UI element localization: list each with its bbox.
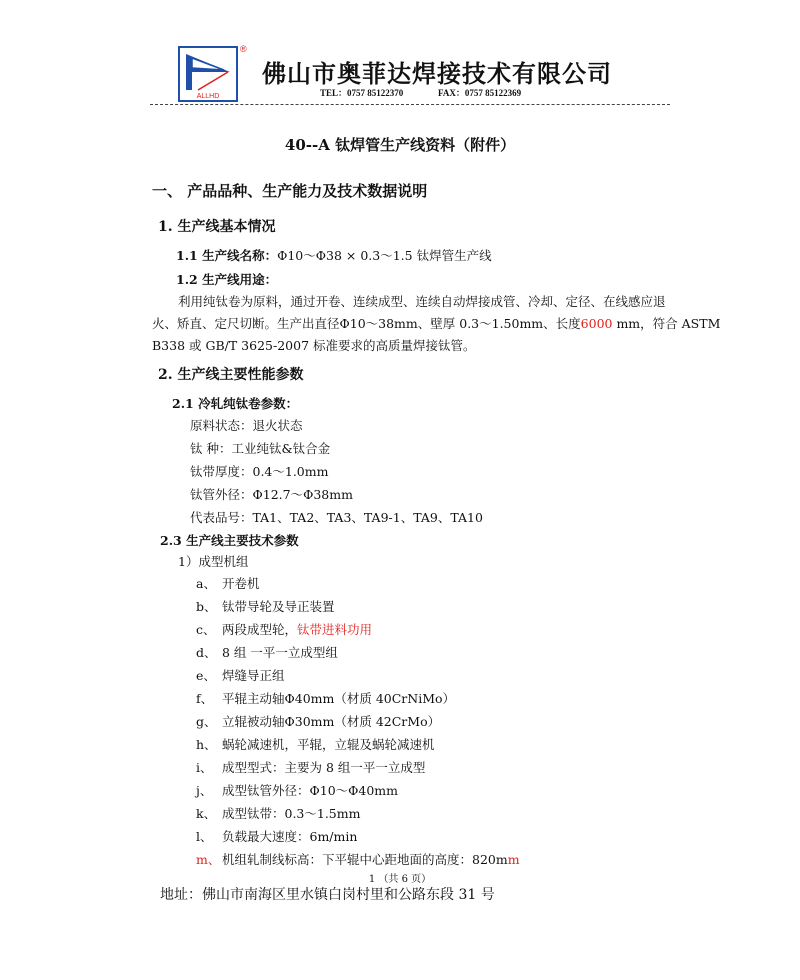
forming-item	[196, 735, 435, 753]
forming-item	[196, 781, 398, 799]
item-letter: e、	[196, 668, 216, 683]
section-heading-1: 一、 产品品种、生产能力及技术数据说明	[152, 182, 428, 200]
line-name	[176, 246, 492, 264]
item-letter: d、	[196, 645, 217, 660]
item-letter: f、	[196, 691, 214, 706]
company-logo	[178, 44, 247, 102]
usage-para-line-2-tail: mm，符合 ASTM	[612, 316, 721, 331]
line-name-value: Φ10～Φ38 × 0.3～1.5 钛焊管生产线	[277, 248, 492, 263]
item-letter: g、	[196, 714, 217, 729]
param-row: 钛管外径：Φ12.7～Φ38mm	[190, 487, 353, 502]
tech-params-label: 2.3 生产线主要技术参数	[160, 533, 299, 548]
item-letter: i、	[196, 760, 213, 775]
item-text: 立辊被动轴Φ30mm（材质 42CrMo）	[222, 714, 441, 729]
item-letter: k、	[196, 806, 217, 821]
item-text: 机组轧制线标高：下平辊中心距地面的高度：820m	[222, 852, 508, 867]
item-letter: c、	[196, 622, 216, 637]
subsection-heading-1: 1. 生产线基本情况	[158, 219, 276, 235]
item-text: 成型钛带：0.3～1.5mm	[222, 806, 361, 821]
logo-icon	[178, 46, 238, 102]
item-text: 开卷机	[222, 576, 260, 591]
company-name: 佛山市奥菲达焊接技术有限公司	[262, 60, 612, 88]
item-letter: h、	[196, 737, 217, 752]
item-text: 蜗轮减速机，平辊，立辊及蜗轮减速机	[222, 737, 435, 752]
forming-item	[196, 620, 372, 638]
document-title: 40--A 钛焊管生产线资料（附件）	[284, 136, 516, 154]
item-letter: m、	[196, 852, 221, 867]
item-text: 两段成型轮，	[222, 622, 298, 637]
param-row: 钛带厚度：0.4～1.0mm	[190, 464, 329, 479]
fax-number: FAX：0757 85122369	[438, 88, 522, 98]
item-text: 平辊主动轴Φ40mm（材质 40CrNiMo）	[222, 691, 456, 706]
forming-item	[196, 827, 357, 845]
item-text: 钛带导轮及导正装置	[222, 599, 335, 614]
line-name-label: 1.1 生产线名称：	[176, 248, 278, 263]
usage-para-line-3: B338 或 GB/T 3625-2007 标准要求的高质量焊接钛管。	[152, 338, 476, 353]
forming-item	[196, 758, 425, 776]
coil-params-label: 2.1 冷轧纯钛卷参数：	[172, 396, 299, 411]
item-text: 8 组 一平一立成型组	[222, 645, 338, 660]
forming-item	[196, 712, 440, 730]
page-number: 1 （共 6 页）	[368, 874, 432, 885]
forming-item	[196, 850, 520, 868]
param-row: 钛 种：工业纯钛&钛合金	[190, 441, 331, 456]
forming-unit-title: 1）成型机组	[178, 554, 249, 569]
forming-item	[196, 689, 455, 707]
param-row: 原料状态：退火状态	[190, 418, 303, 433]
company-address: 地址：佛山市南海区里水镇白岗村里和公路东段 31 号	[160, 887, 495, 903]
forming-item	[196, 643, 338, 661]
item-text: 成型钛管外径：Φ10～Φ40mm	[222, 783, 399, 798]
item-letter: b、	[196, 599, 217, 614]
registered-mark: ®	[240, 44, 247, 54]
forming-item	[196, 597, 335, 615]
item-letter: a、	[196, 576, 216, 591]
forming-item	[196, 574, 260, 592]
item-text: 成型型式：主要为 8 组一平一立成型	[222, 760, 426, 775]
item-letter: l、	[196, 829, 213, 844]
param-row: 代表品号：TA1、TA2、TA3、TA9-1、TA9、TA10	[190, 510, 483, 525]
item-red-text: 钛带进料功用	[297, 622, 373, 637]
header-divider	[150, 104, 670, 105]
usage-para-line-2-text: 火、矫直、定尺切断。生产出直径Φ10～38mm、壁厚 0.3～1.50mm、长度	[152, 316, 581, 331]
forming-item	[196, 804, 360, 822]
svg-text:ALLHD: ALLHD	[196, 93, 220, 100]
item-text: 负载最大速度：6m/min	[222, 829, 358, 844]
item-text: 焊缝导正组	[222, 668, 285, 683]
subsection-heading-2: 2. 生产线主要性能参数	[158, 367, 304, 383]
usage-para-line-1: 利用纯钛卷为原料，通过开卷、连续成型、连续自动焊接成管、冷却、定径、在线感应退	[178, 294, 666, 309]
tel-number: TEL：0757 85122370	[320, 88, 404, 98]
item-red-suffix: m	[507, 852, 520, 867]
item-letter: j、	[196, 783, 213, 798]
usage-para-line-2	[152, 314, 720, 332]
line-usage-label: 1.2 生产线用途：	[176, 272, 278, 287]
forming-item	[196, 666, 285, 684]
length-value: 6000	[580, 316, 613, 331]
